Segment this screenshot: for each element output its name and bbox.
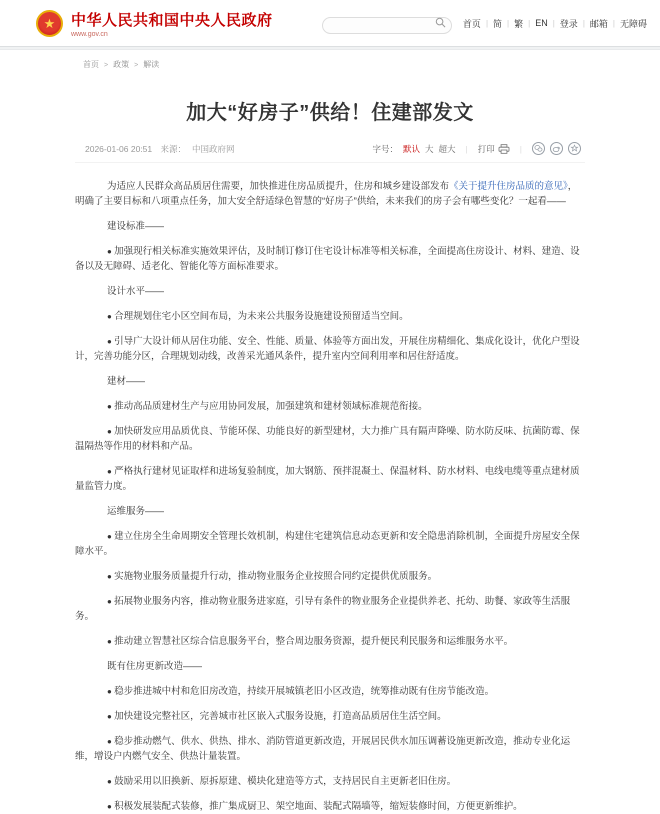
fontsize-large-button[interactable]: 大	[425, 143, 434, 154]
bullet-icon: ●	[107, 532, 115, 541]
article-paragraph: ● 鼓励采用以旧换新、原拆原建、模块化建造等方式，支持居民自主更新老旧住房。	[107, 776, 457, 787]
search-icon[interactable]	[435, 17, 446, 28]
nav-divider: |	[552, 18, 555, 28]
search-input[interactable]	[322, 17, 452, 34]
section-heading: 设计水平——	[107, 286, 165, 297]
bullet-icon: ●	[107, 777, 115, 786]
article-paragraph: ● 积极发展装配式装修，推广集成厨卫、架空地面、装配式隔墙等，缩短装修时间，方便更新维护。	[107, 801, 523, 812]
share-weibo-icon[interactable]	[550, 142, 563, 155]
nav-link-4[interactable]: EN	[535, 18, 548, 28]
bullet-icon: ●	[107, 637, 115, 646]
nav-link-5[interactable]: 登录	[559, 18, 578, 29]
source-name: 中国政府网	[192, 143, 235, 154]
share-wechat-icon[interactable]	[532, 142, 545, 155]
bullet-icon: ●	[107, 467, 115, 476]
nav-divider: |	[507, 18, 510, 28]
article-paragraph: ● 推动建立智慧社区综合信息服务平台，整合周边服务资源，提升便民利民服务和运维服务水平。	[107, 636, 514, 647]
fontsize-label: 字号：	[372, 143, 398, 154]
printer-icon	[498, 144, 510, 154]
article-paragraph: 为适应人民群众高品质居住需要，加快推进住房品质提升，住房和城乡建设部发布《关于提升住房品质的意见》，明确了主要目标和八项重点任务，加大安全舒适绿色智慧的“好房子”供给，未来我们的房子会有哪些变化？一起看——	[75, 181, 578, 207]
site-logo[interactable]	[36, 9, 273, 38]
site-header	[0, 0, 660, 46]
bullet-icon: ●	[107, 737, 115, 746]
article-paragraph: ● 加快建设完整社区，完善城市社区嵌入式服务设施，打造高品质居住生活空间。	[107, 711, 447, 722]
nav-link-2[interactable]: 简	[493, 18, 503, 29]
print-label: 打印	[477, 143, 495, 154]
article-paragraph: ● 稳步推进城中村和危旧房改造，持续开展城镇老旧小区改造，统筹推动既有住房节能改造。	[107, 686, 495, 697]
bullet-icon: ●	[107, 337, 115, 346]
article-paragraph: ● 拓展物业服务内容，推动物业服务进家庭，引导有条件的物业服务企业提供养老、托幼、助餐、家政等生活服务。	[75, 596, 571, 622]
bullet-icon: ●	[107, 427, 115, 436]
nav-link-6[interactable]: 邮箱	[589, 18, 608, 29]
nav-divider: |	[612, 18, 615, 28]
bullet-icon: ●	[107, 712, 115, 721]
meta-divider: |	[519, 143, 522, 154]
nav-link-7[interactable]: 无障碍	[619, 18, 647, 29]
nav-divider: |	[528, 18, 531, 28]
fontsize-xlarge-button[interactable]: 超大	[438, 143, 456, 154]
document-link[interactable]: 《关于提升住房品质的意见》	[449, 181, 568, 192]
nav-divider: |	[485, 18, 489, 28]
nav-link-1[interactable]: 首页	[462, 18, 481, 29]
nav-divider: |	[582, 18, 585, 28]
publish-datetime: 2026-01-06 20:51	[85, 143, 153, 154]
article-paragraph: ● 引导广大设计师从居住功能、安全、性能、质量、体验等方面出发，开展住房精细化、集成化设计，优化户型设计，完善功能分区，合理规划动线，改善采光通风条件，提升室内空间利用率和居住舒适度。	[75, 336, 580, 362]
article-paragraph: ● 加强现行相关标准实施效果评估，及时制订修订住宅设计标准等相关标准，全面提高住房设计、材料、建造、设备以及无障碍、适老化、智能化等方面标准要求。	[75, 246, 580, 272]
bullet-icon: ●	[107, 402, 115, 411]
article-paragraph: ● 合理规划住宅小区空间布局，为未来公共服务设施建设预留适当空间。	[107, 311, 409, 322]
breadcrumb-item[interactable]: 解读	[143, 60, 160, 69]
bullet-icon: ●	[107, 687, 115, 696]
section-heading: 建设标准——	[107, 221, 165, 232]
article	[75, 96, 585, 814]
article-paragraph: ● 严格执行建材见证取样和进场复验制度，加大钢筋、预拌混凝土、保温材料、防水材料、电线电缆等重点建材质量监管力度。	[75, 466, 580, 492]
share-more-icon[interactable]	[568, 142, 581, 155]
print-button[interactable]	[478, 143, 510, 155]
bullet-icon: ●	[107, 572, 115, 581]
site-name: 中华人民共和国中央人民政府	[71, 11, 273, 29]
breadcrumb-item[interactable]: 首页	[83, 60, 99, 69]
article-paragraph: ● 加快研发应用品质优良、节能环保、功能良好的新型建材，大力推广具有隔声降噪、防水防反味、抗菌防霉、保温隔热等作用的材料和产品。	[75, 426, 580, 452]
bullet-icon: ●	[107, 312, 115, 321]
search-box	[322, 15, 452, 32]
article-paragraph: ● 稳步推动燃气、供水、供热、排水、消防管道更新改造，开展居民供水加压调蓄设施更新改造，推动专业化运维，增设户内燃气安全、供热计量装置。	[75, 736, 571, 762]
top-nav	[462, 17, 648, 30]
national-emblem-icon: ★	[36, 10, 63, 37]
section-heading: 既有住房更新改造——	[107, 661, 203, 672]
section-heading: 运维服务——	[107, 506, 165, 517]
meta-divider: |	[465, 143, 468, 154]
breadcrumb-separator: >	[104, 62, 109, 69]
article-body	[75, 179, 585, 814]
article-paragraph: ● 实施物业服务质量提升行动，推动物业服务企业按照合同约定提供优质服务。	[107, 571, 438, 582]
breadcrumb	[0, 50, 660, 70]
site-url: www.gov.cn	[71, 30, 108, 38]
bullet-icon: ●	[107, 802, 115, 811]
fontsize-default-button[interactable]: 默认	[403, 143, 421, 154]
article-paragraph: ● 推动高品质建材生产与应用协同发展，加强建筑和建材领域标准规范衔接。	[107, 401, 428, 412]
bullet-icon: ●	[107, 247, 115, 256]
article-paragraph: ● 建立住房全生命周期安全管理长效机制，构建住宅建筑信息动态更新和安全隐患消除机制，全面提升房屋安全保障水平。	[75, 531, 580, 557]
bullet-icon: ●	[107, 597, 115, 606]
section-heading: 建材——	[107, 376, 146, 387]
article-meta-row	[75, 142, 585, 163]
breadcrumb-separator: >	[134, 62, 139, 69]
breadcrumb-item[interactable]: 政策	[113, 60, 130, 69]
source-text: 来源： 中国政府网	[160, 143, 235, 154]
page-title: 加大“好房子”供给！住建部发文	[186, 102, 474, 124]
nav-link-3[interactable]: 繁	[514, 18, 524, 29]
